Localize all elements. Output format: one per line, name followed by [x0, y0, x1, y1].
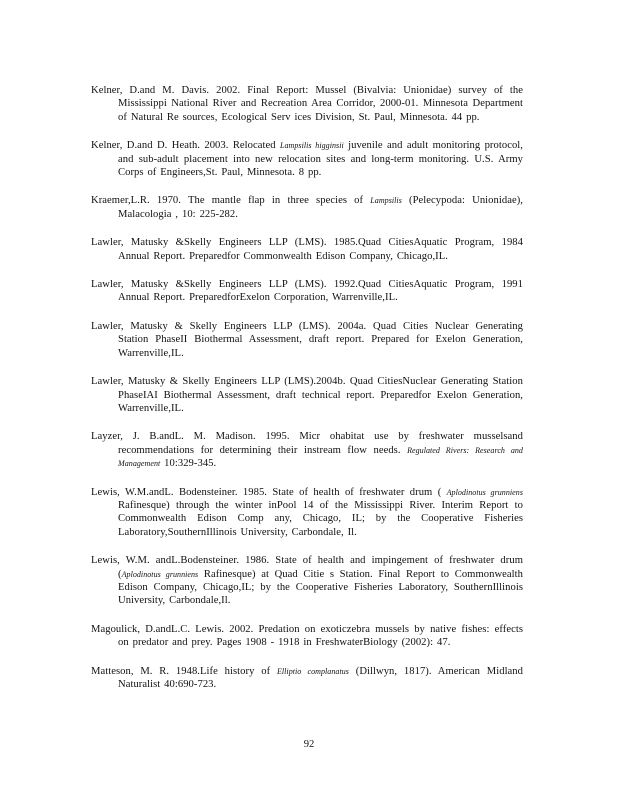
reference-entry [91, 84, 523, 124]
reference-text: Rafinesque) at Quad Citie s Station. Final Report to Commonwealth Edison Company, Chicago,IL; by the Cooperative Fisheries Laboratory, SouthernIllinois University, Carbondale,Il. [118, 568, 523, 607]
reference-list [91, 84, 523, 706]
reference-text: Lawler, Matusky & Skelly Engineers LLP (LMS). 2004a. Quad Cities Nuclear Generating Station PhaseII Biothermal Assessment, draft report. Prepared for Exelon Generation, Warrenville,IL. [91, 320, 523, 359]
reference-italic-text: Lampsilis higginsii [280, 141, 344, 151]
reference-entry [91, 554, 523, 608]
reference-text: (Dillwyn, 1817). American Midland Naturalist 40:690-723. [118, 665, 524, 690]
reference-text: Lawler, Matusky &Skelly Engineers LLP (LMS). 1985.Quad CitiesAquatic Program, 1984 Annual Report. Preparedfor Commonwealth Edison Company, Chicago,IL. [91, 237, 523, 262]
reference-italic-text: Aplodinotus grunniens [446, 487, 523, 497]
reference-entry [91, 139, 523, 179]
reference-entry [91, 194, 523, 221]
reference-text: Magoulick, D.andL.C. Lewis. 2002. Predation on exoticzebra mussels by native fishes: effects on predator and prey. Pages 1908 - 1918 in FreshwaterBiology (2002): 47. [91, 623, 523, 649]
reference-text: Lewis, W.M. andL.Bodensteiner. 1986. State of health and impingement of freshwater drum ( [91, 555, 523, 580]
reference-italic-text: Lampsilis [370, 196, 402, 206]
reference-entry [91, 665, 523, 692]
reference-text: Lawler, Matusky &Skelly Engineers LLP (LMS). 1992.Quad CitiesAquatic Program, 1991 Annual Report. PreparedforExelon Corporation, Warrenville,IL. [91, 279, 523, 304]
reference-entry [91, 278, 523, 305]
reference-text: (Pelecypoda: Unionidae), Malacologia , 10: 225-282. [118, 195, 523, 220]
reference-text: Kelner, D.and M. Davis. 2002. Final Report: Mussel (Bivalvia: Unionidae) survey of the Mississippi National River and Recreation Area Corridor, 2000-01. Minnesota Department of Natural Re sources, Ecological Serv ices Division, St. Paul, Minnesota. 44 pp. [91, 85, 523, 123]
reference-entry [91, 320, 523, 360]
reference-text: juvenile and adult monitoring protocol, and sub-adult placement into new relocation sites and long-term monitoring. U.S. Army Corps of Engineers,St. Paul, Minnesota. 8 pp. [118, 140, 523, 179]
reference-entry [91, 430, 523, 470]
reference-text: Matteson, M. R. 1948.Life history of [91, 665, 277, 677]
reference-text: Rafinesque) through the winter inPool 14 of the Mississippi River. Interim Report to Commonwealth Edison Comp any, Chicago, IL; by the Cooperative Fisheries Laboratory,SouthernIllinois University, Carbondale, Il. [118, 499, 523, 538]
reference-text: Layzer, J. B.andL. M. Madison. 1995. Micr ohabitat use by freshwater musselsand recommendations for determining their instream flow needs. [91, 431, 523, 456]
reference-italic-text: Elliptio complanatus [276, 666, 349, 676]
reference-italic-text: Regulated Rivers: Research and Management [118, 445, 523, 469]
page-number: 92 [303, 739, 315, 750]
reference-text: Lewis, W.M.andL. Bodensteiner. 1985. State of health of freshwater drum ( [91, 486, 447, 498]
reference-text: 10:329-345. [160, 458, 217, 470]
reference-italic-text: Aplodinotus grunniens [121, 569, 199, 579]
reference-text: Kraemer,L.R. 1970. The mantle flap in three species of [91, 195, 371, 207]
reference-entry [91, 236, 523, 263]
reference-entry [91, 375, 523, 415]
reference-entry [91, 623, 523, 650]
reference-entry [91, 486, 523, 540]
reference-text: Kelner, D.and D. Heath. 2003. Relocated [91, 140, 280, 152]
reference-text: Lawler, Matusky & Skelly Engineers LLP (LMS).2004b. Quad CitiesNuclear Generating Station PhaseIAI Biothermal Assessment, draft technical report. Preparedfor Exelon Generation, Warrenville,IL. [91, 376, 523, 414]
